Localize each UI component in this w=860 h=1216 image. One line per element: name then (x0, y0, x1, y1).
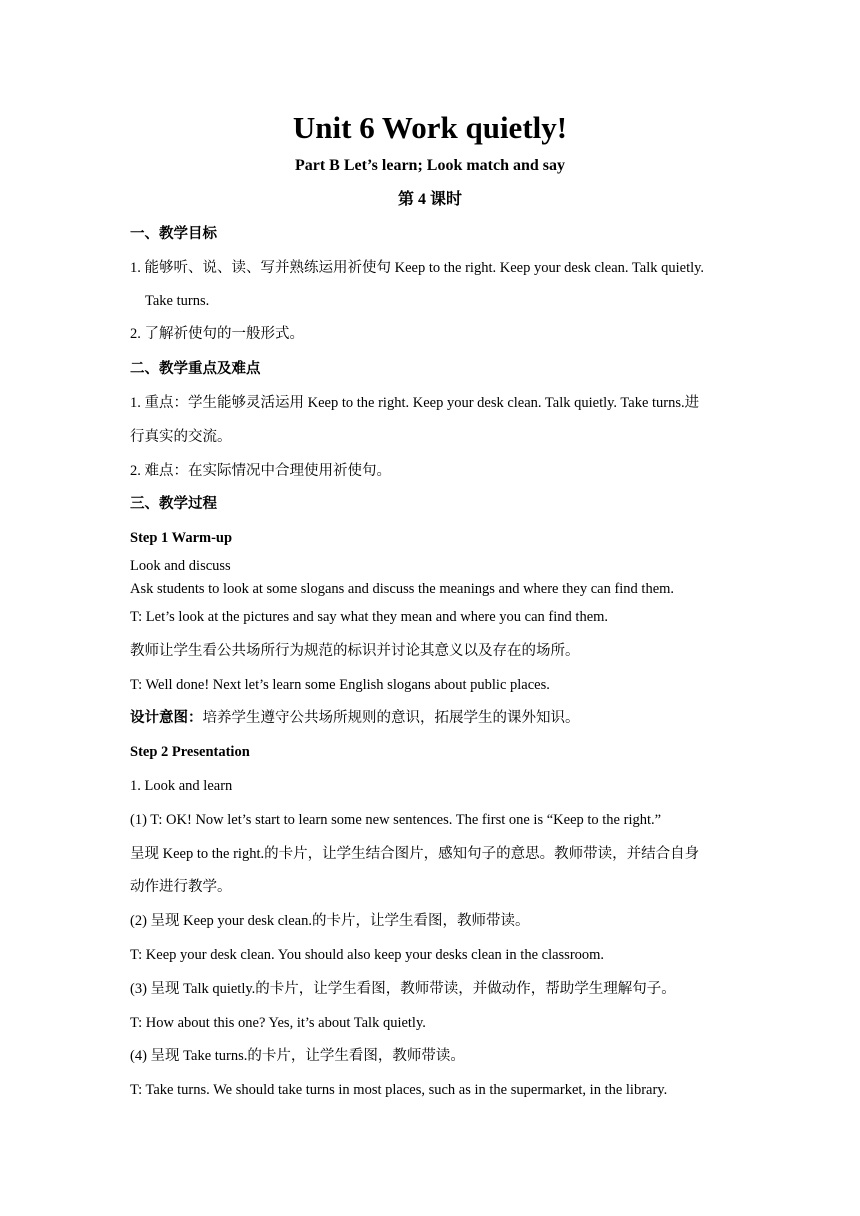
step-2-item-3-teacher: T: How about this one? Yes, it’s about Talk quietly. (130, 1015, 426, 1031)
step-1-description: Ask students to look at some slogans and discuss the meanings and where they can find them. (130, 581, 675, 597)
key-point-1: 1. 重点：学生能够灵活运用 Keep to the right. Keep your desk clean. Talk quietly. Take turns.进 (130, 395, 700, 411)
design-intent-text: 培养学生遵守公共场所规则的意识，拓展学生的课外知识。 (202, 710, 580, 726)
step-2-item-3: (3) 呈现 Talk quietly.的卡片，让学生看图，教师带读，并做动作，帮助学生理解句子。 (130, 981, 676, 997)
key-point-2: 2. 难点：在实际情况中合理使用祈使句。 (130, 463, 391, 479)
objective-1-continued: Take turns. (145, 293, 210, 309)
step-2-item-4-teacher: T: Take turns. We should take turns in most places, such as in the supermarket, in the library. (130, 1082, 668, 1098)
step-2-item-2: (2) 呈现 Keep your desk clean.的卡片，让学生看图，教师带读。 (130, 913, 530, 929)
step-1-teacher-line-2: T: Well done! Next let’s learn some English slogans about public places. (130, 677, 550, 693)
objectives-heading: 一、教学目标 (130, 226, 217, 242)
step-1-teacher-line-1: T: Let’s look at the pictures and say what they mean and where you can find them. (130, 609, 609, 625)
step-1-chinese-note: 教师让学生看公共场所行为规范的标识并讨论其意义以及存在的场所。 (130, 643, 580, 659)
design-intent-label: 设计意图： (130, 710, 203, 726)
objective-1: 1. 能够听、说、读、写并熟练运用祈使句 Keep to the right. Keep your desk clean. Talk quietly. (130, 260, 705, 276)
step-2-item-1-note: 呈现 Keep to the right.的卡片，让学生结合图片，感知句子的意思。教师带读，并结合自身 (130, 846, 700, 862)
step-2-item-1-note-continued: 动作进行教学。 (130, 879, 232, 895)
key-point-1-continued: 行真实的交流。 (130, 429, 232, 445)
document-title: Unit 6 Work quietly! (292, 110, 568, 145)
lesson-number: 第 4 课时 (397, 191, 462, 208)
step-2-item-1: (1) T: OK! Now let’s start to learn some new sentences. The first one is “Keep to the right.” (130, 812, 662, 828)
step-2-heading: Step 2 Presentation (130, 744, 250, 760)
step-1-heading: Step 1 Warm-up (130, 530, 233, 546)
step-2-subheading: 1. Look and learn (130, 778, 233, 794)
design-intent (130, 707, 735, 729)
process-heading: 三、教学过程 (130, 496, 217, 512)
step-2-item-2-teacher: T: Keep your desk clean. You should also keep your desks clean in the classroom. (130, 947, 605, 963)
objective-2: 2. 了解祈使句的一般形式。 (130, 326, 304, 342)
key-points-heading: 二、教学重点及难点 (130, 361, 261, 377)
step-2-item-4: (4) 呈现 Take turns.的卡片，让学生看图，教师带读。 (130, 1048, 465, 1064)
step-1-subheading: Look and discuss (130, 558, 231, 574)
document-subtitle: Part B Let’s learn; Look match and say (294, 157, 566, 174)
